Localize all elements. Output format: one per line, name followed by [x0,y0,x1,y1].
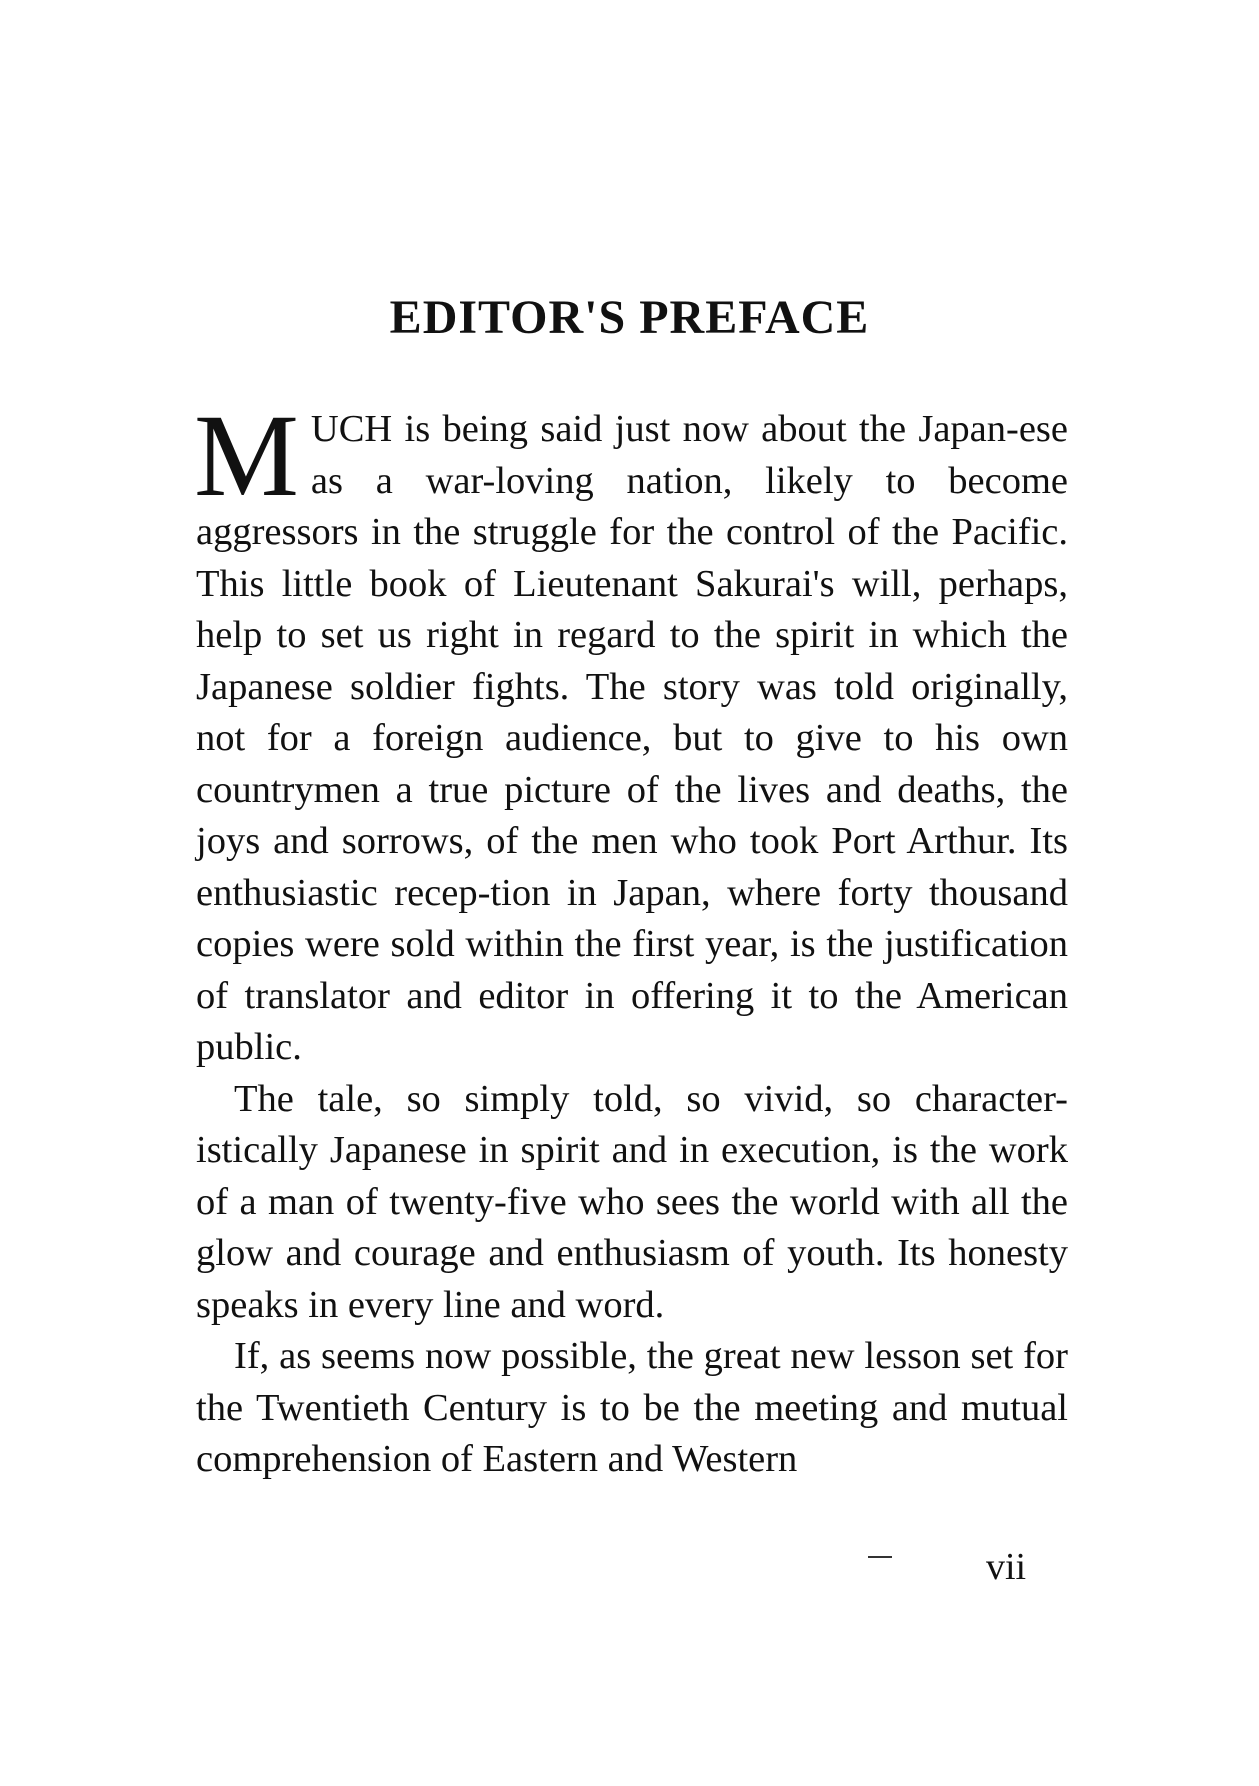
paragraph-2: The tale, so simply told, so vivid, so character-istically Japanese in spirit and in execution, is the work of a man of twenty-five who sees the world with all the glow and courage and enthusiasm of youth. Its honesty speaks in every line and word. [196,1077,1068,1326]
paragraph-1-text: UCH is being said just now about the Japan-ese as a war-loving nation, likely to become aggressors in the struggle for the control of the Pacific. This little book of Lieutenant Sakurai's will, perhaps, help to set us right in regard to the spirit in which the Japanese soldier fights. The story was told originally, not for a foreign audience, but to give to his own countrymen a true picture of the lives and deaths, the joys and sorrows, of the men who took Port Arthur. Its enthusiastic recep-tion in Japan, where forty thousand copies were sold within the first year, is the justification of translator and editor in offering it to the American public. [196,408,1068,1068]
body-text [194,390,1068,1486]
page-number: vii [986,1546,1027,1588]
page-title: EDITOR'S PREFACE [389,291,870,344]
drop-cap: M [194,390,299,521]
catchword-dash [868,1556,892,1558]
paragraph-3: If, as seems now possible, the great new lesson set for the Twentieth Century is to be the meeting and mutual comprehension of Eastern and Western [196,1335,1068,1480]
paragraph-1 [194,390,1068,1074]
